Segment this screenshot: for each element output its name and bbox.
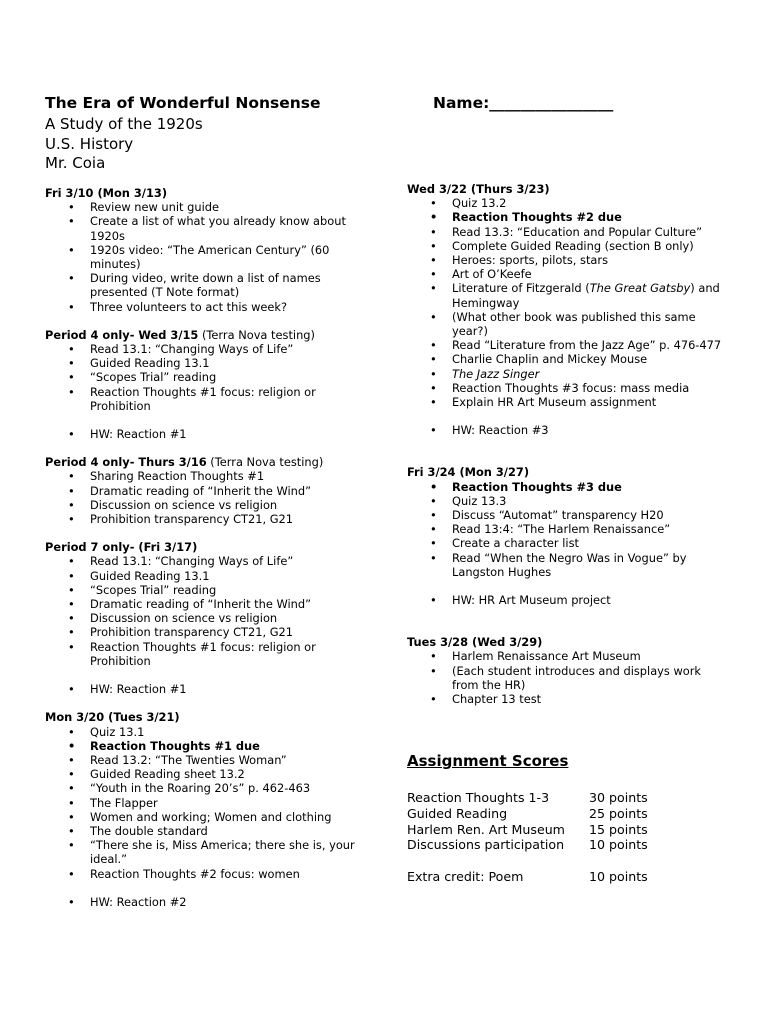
list-item: • Harlem Renaissance Art Museum [407, 649, 727, 663]
section-heading: Period 7 only- (Fri 3/17) [45, 540, 198, 555]
teacher-name: Mr. Coia [45, 154, 106, 172]
list-item: • Chapter 13 test [407, 692, 727, 706]
right-column [407, 182, 727, 706]
doc-title: The Era of Wonderful Nonsense [45, 94, 321, 112]
section-heading: Tues 3/28 (Wed 3/29) [407, 635, 543, 650]
list-item: • Read 13.3: “Education and Popular Culture” [407, 225, 727, 239]
list-item: • Create a character list [407, 536, 727, 550]
list-item: • Prohibition transparency CT21, G21 [45, 512, 375, 526]
section-heading: Fri 3/10 (Mon 3/13) [45, 186, 168, 200]
list-item: • Discussion on science vs religion [45, 611, 375, 625]
list-item: • Read 13.2: “The Twenties Woman” [45, 753, 375, 767]
section-heading: Wed 3/22 (Thurs 3/23) [407, 182, 550, 196]
list-item: • Literature of Fitzgerald (The Great Gatsby) and Hemingway [407, 281, 727, 309]
list-item: • Quiz 13.3 [407, 494, 727, 508]
section-heading: Mon 3/20 (Tues 3/21) [45, 710, 180, 725]
agenda-list [407, 196, 727, 409]
list-item: • Prohibition transparency CT21, G21 [45, 625, 375, 639]
homework-item: • HW: HR Art Museum project [407, 593, 727, 607]
list-item: • Reaction Thoughts #1 due [45, 739, 375, 753]
list-item: • Quiz 13.1 [45, 725, 375, 739]
homework-item: • HW: Reaction #1 [45, 427, 375, 441]
score-row: Guided Reading 25 points [407, 805, 648, 821]
list-item: • Charlie Chaplin and Mickey Mouse [407, 352, 727, 366]
section-heading: Period 4 only- Thurs 3/16 (Terra Nova testing) [45, 455, 324, 470]
list-item: • Three volunteers to act this week? [45, 300, 375, 314]
list-item: • The Jazz Singer [407, 367, 727, 381]
agenda-list [45, 554, 375, 668]
score-row: Discussions participation 10 points [407, 837, 648, 853]
list-item: • “Scopes Trial” reading [45, 583, 375, 597]
agenda-list [407, 480, 727, 579]
agenda-list [407, 649, 727, 706]
agenda-list [45, 469, 375, 526]
scores-table [407, 790, 648, 885]
list-item: • Dramatic reading of “Inherit the Wind” [45, 484, 375, 498]
assignment-scores-heading: Assignment Scores [407, 752, 569, 770]
list-item: • Sharing Reaction Thoughts #1 [45, 469, 375, 483]
list-item: • Quiz 13.2 [407, 196, 727, 210]
list-item: • Discussion on science vs religion [45, 498, 375, 512]
course-name: U.S. History [45, 135, 134, 153]
list-item: • “Youth in the Roaring 20’s” p. 462-463 [45, 781, 375, 795]
score-row: Reaction Thoughts 1-3 30 points [407, 790, 648, 805]
left-column [45, 186, 375, 909]
list-item: • Create a list of what you already know about 1920s [45, 214, 375, 242]
list-item: • Read 13.1: “Changing Ways of Life” [45, 554, 375, 568]
homework-item: • HW: Reaction #2 [45, 895, 375, 909]
section-heading: Period 4 only- Wed 3/15 (Terra Nova testing) [45, 327, 315, 342]
agenda-list [45, 200, 375, 314]
list-item: • Guided Reading 13.1 [45, 569, 375, 583]
list-item: • Reaction Thoughts #2 due [407, 210, 727, 224]
list-item: • Reaction Thoughts #1 focus: religion or Prohibition [45, 640, 375, 668]
list-item: • Read “Literature from the Jazz Age” p. 476-477 [407, 338, 727, 352]
extra-credit-row: Extra credit: Poem 10 points [407, 869, 648, 885]
list-item: • Complete Guided Reading (section B only) [407, 239, 727, 253]
list-item: • Guided Reading sheet 13.2 [45, 767, 375, 781]
list-item: • Discuss “Automat” transparency H20 [407, 508, 727, 522]
list-item: • Read 13:4: “The Harlem Renaissance” [407, 522, 727, 536]
list-item: • Reaction Thoughts #3 focus: mass media [407, 381, 727, 395]
list-item: • (What other book was published this same year?) [407, 310, 727, 338]
list-item: • Guided Reading 13.1 [45, 356, 375, 370]
homework-item: • HW: Reaction #1 [45, 682, 375, 696]
list-item: • Review new unit guide [45, 200, 375, 214]
name-field-label: Name:________________ [433, 94, 614, 112]
list-item: • Read 13.1: “Changing Ways of Life” [45, 342, 375, 356]
list-item: • “There she is, Miss America; there she is, your ideal.” [45, 838, 375, 866]
list-item: • 1920s video: “The American Century” (60 minutes) [45, 243, 375, 271]
list-item: • During video, write down a list of names presented (T Note format) [45, 271, 375, 299]
list-item: • Reaction Thoughts #1 focus: religion or Prohibition [45, 385, 375, 413]
agenda-list [45, 342, 375, 413]
list-item: • The double standard [45, 824, 375, 838]
list-item: • Heroes: sports, pilots, stars [407, 253, 727, 267]
list-item: • Women and working; Women and clothing [45, 810, 375, 824]
list-item: • Art of O’Keefe [407, 267, 727, 281]
subtitle: A Study of the 1920s [45, 115, 203, 133]
list-item: • Dramatic reading of “Inherit the Wind” [45, 597, 375, 611]
homework-item: • HW: Reaction #3 [407, 423, 727, 437]
list-item: • (Each student introduces and displays work from the HR) [407, 664, 727, 692]
list-item: • Explain HR Art Museum assignment [407, 395, 727, 409]
section-heading: Fri 3/24 (Mon 3/27) [407, 465, 530, 480]
list-item: • Reaction Thoughts #2 focus: women [45, 867, 375, 881]
list-item: • Read “When the Negro Was in Vogue” by Langston Hughes [407, 551, 727, 579]
list-item: • The Flapper [45, 796, 375, 810]
list-item: • “Scopes Trial” reading [45, 370, 375, 384]
score-row: Harlem Ren. Art Museum 15 points [407, 821, 648, 837]
list-item: • Reaction Thoughts #3 due [407, 480, 727, 494]
agenda-list [45, 725, 375, 881]
